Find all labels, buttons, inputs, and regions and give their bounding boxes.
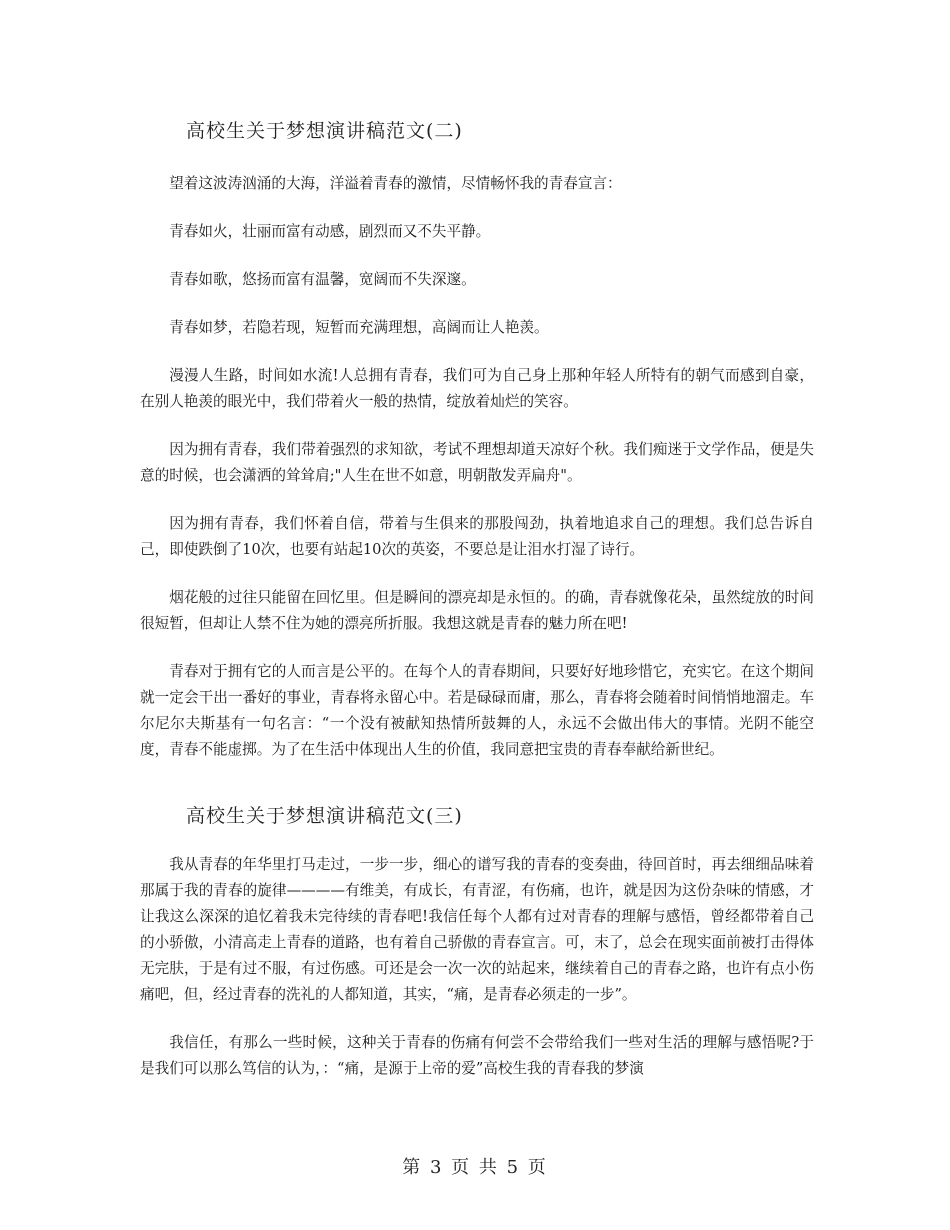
section-3-body bbox=[140, 852, 814, 1104]
paragraph: 青春如梦，若隐若现，短暂而充满理想，高阔而让人艳羡。 bbox=[169, 319, 549, 336]
paragraph: 青春如歌，悠扬而富有温馨，宽阔而不失深邃。 bbox=[169, 271, 476, 288]
section-2-title: 高校生关于梦想演讲稿范文(二) bbox=[186, 120, 463, 142]
section-2-body bbox=[140, 171, 814, 785]
paragraph: 因为拥有青春，我们怀着自信，带着与生俱来的那股闯劲，执着地追求自己的理想。我们总告诉自己，即使跌倒了10次，也要有站起10次的英姿，不要总是让泪水打湿了诗行。 bbox=[140, 515, 814, 558]
page-number: 第 3 页 共 5 页 bbox=[402, 1157, 548, 1178]
section-3-title: 高校生关于梦想演讲稿范文(三) bbox=[186, 805, 463, 827]
paragraph: 青春对于拥有它的人而言是公平的。在每个人的青春期间，只要好好地珍惜它，充实它。在这个期间就一定会干出一番好的事业，青春将永留心中。若是碌碌而庸，那么，青春将会随着时间悄悄地溜走。车尔尼尔夫斯基有一句名言：“一个没有被献知热情所鼓舞的人，永远不会做出伟大的事情。光阴不能空度，青春不能虚掷。为了在生活中体现出人生的价值，我同意把宝贵的青春奉献给新世纪。 bbox=[140, 663, 814, 758]
paragraph: 因为拥有青春，我们带着强烈的求知欲，考试不理想却道天凉好个秋。我们痴迷于文学作品，便是失意的时候，也会潇洒的耸耸肩;"人生在世不如意，明朝散发弄扁舟"。 bbox=[140, 441, 814, 484]
paragraph: 青春如火，壮丽而富有动感，剧烈而又不失平静。 bbox=[169, 223, 491, 240]
paragraph: 漫漫人生路，时间如水流!人总拥有青春，我们可为自己身上那种年轻人所特有的朝气而感到自豪，在别人艳羡的眼光中，我们带着火一般的热情，绽放着灿烂的笑容。 bbox=[140, 367, 814, 410]
paragraph: 我信任，有那么一些时候，这种关于青春的伤痛有何尝不会带给我们一些对生活的理解与感悟呢?于是我们可以那么笃信的认为，：“痛，是源于上帝的爱”高校生我的青春我的梦演 bbox=[140, 1034, 814, 1077]
paragraph: 烟花般的过往只能留在回忆里。但是瞬间的漂亮却是永恒的。的确，青春就像花朵，虽然绽放的时间很短暂，但却让人禁不住为她的漂亮所折服。我想这就是青春的魅力所在吧! bbox=[140, 589, 814, 632]
paragraph: 望着这波涛汹涌的大海，洋溢着青春的激情，尽情畅怀我的青春宣言： bbox=[169, 175, 622, 192]
paragraph: 我从青春的年华里打马走过，一步一步，细心的谱写我的青春的变奏曲，待回首时，再去细细品味着那属于我的青春的旋律————有维美，有成长，有青涩，有伤痛，也许，就是因为这份杂味的情感，才让我这么深深的追忆着我未完待续的青春吧!我信任每个人都有过对青春的理解与感悟，曾经都带着自己的小骄傲，小清高走上青春的道路，也有着自己骄傲的青春宣言。可，末了，总会在现实面前被打击得体无完肤，于是有过不服，有过伤感。可还是会一次一次的站起来，继续着自己的青春之路，也许有点小伤痛吧，但，经过青春的洗礼的人都知道，其实，“痛，是青春必须走的一步”。 bbox=[140, 856, 814, 1003]
